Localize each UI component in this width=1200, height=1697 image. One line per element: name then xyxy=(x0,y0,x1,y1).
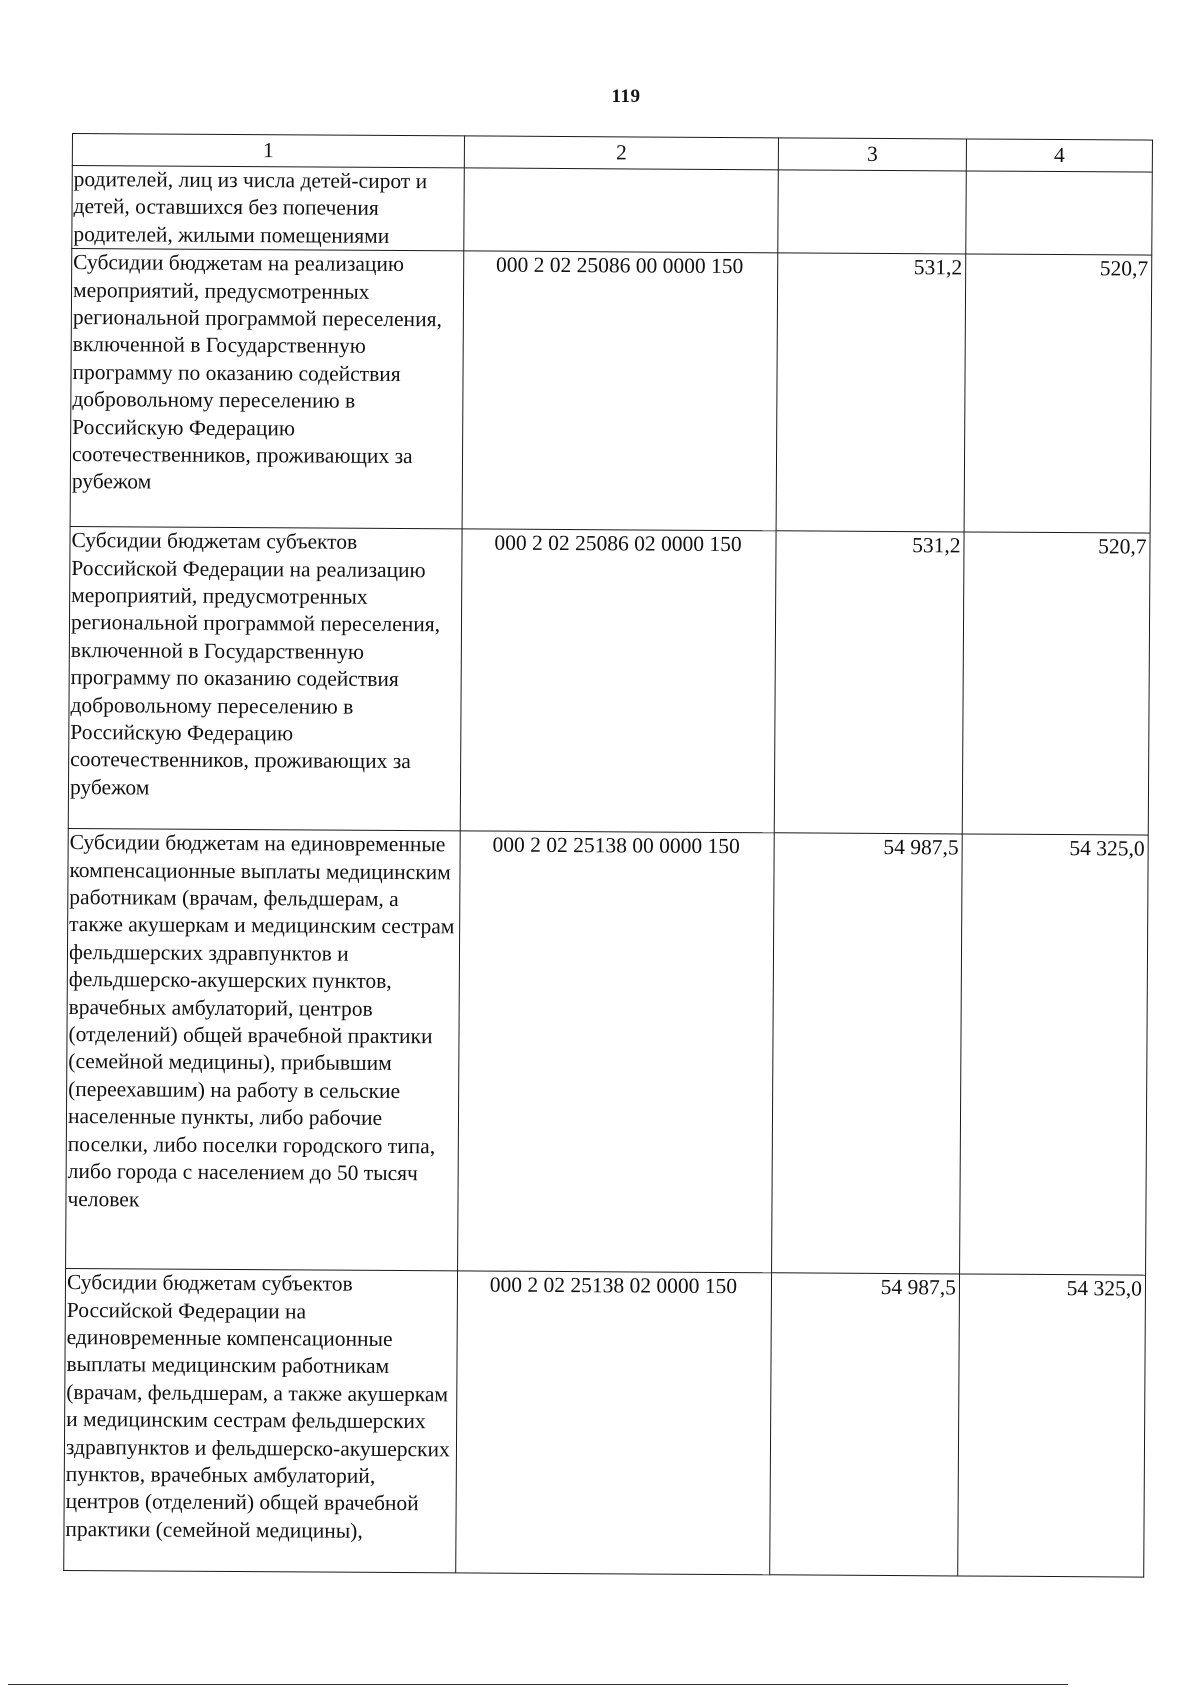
table-row xyxy=(70,249,1152,534)
row-value-4: 520,7 xyxy=(964,254,1152,533)
row-code: 000 2 02 25086 02 0000 150 xyxy=(460,529,776,833)
table-row xyxy=(64,1269,1146,1578)
row-code: 000 2 02 25138 02 0000 150 xyxy=(456,1271,772,1575)
column-header-4: 4 xyxy=(966,139,1152,172)
table-body xyxy=(64,166,1153,1578)
row-value-4: 54 325,0 xyxy=(960,834,1149,1275)
column-header-1: 1 xyxy=(72,134,464,168)
row-value-4: 520,7 xyxy=(962,532,1150,835)
table-row xyxy=(68,527,1150,836)
row-description: родителей, лиц из числа детей-сирот и детей, оставшихся без попечения родителей, жилыми помещениями xyxy=(72,166,465,252)
row-value-4 xyxy=(966,171,1153,255)
row-code: 000 2 02 25138 00 0000 150 xyxy=(458,831,775,1273)
row-value-3: 531,2 xyxy=(776,253,966,532)
row-value-3 xyxy=(778,170,967,254)
row-description: Субсидии бюджетам субъектов Российской Федерации на реализацию мероприятий, предусмотренных региональной программой переселения, включенной в Государственную программу по оказанию содействия добровольному переселению в Российскую Федерацию соотечественников, проживающих за рубежом xyxy=(68,527,462,831)
footer-rule xyxy=(8,1684,1068,1685)
row-value-3: 54 987,5 xyxy=(770,1273,960,1576)
page-number: 119 xyxy=(611,86,641,107)
row-value-4: 54 325,0 xyxy=(958,1274,1146,1577)
table-row xyxy=(72,166,1152,256)
row-description: Субсидии бюджетам на единовременные компенсационные выплаты медицинским работникам (врачам, фельдшерам, а также акушеркам и медицинским сестрам фельдшерских здравпунктов и фельдшерско-акушерских пунктов, врачебных амбулаторий, центров (отделений) общей врачебной практики (семейной медицины), прибывшим (переехавшим) на работу в сельские населенные пункты, либо рабочие поселки, либо поселки городского типа, либо города с населением до 50 тысяч человек xyxy=(66,829,461,1271)
row-code xyxy=(464,168,779,253)
row-description: Субсидии бюджетам субъектов Российской Федерации на единовременные компенсационные выплаты медицинским работникам (врачам, фельдшерам, а также акушеркам и медицинским сестрам фельдшерских здравпунктов и фельдшерско-акушерских пунктов, врачебных амбулаторий, центров (отделений) общей врачебной практики (семейной медицины), xyxy=(64,1269,458,1573)
row-code: 000 2 02 25086 00 0000 150 xyxy=(462,251,778,531)
budget-table xyxy=(63,133,1153,1578)
column-header-3: 3 xyxy=(778,138,966,171)
row-value-3: 54 987,5 xyxy=(772,833,963,1274)
table-row xyxy=(66,829,1149,1276)
column-header-2: 2 xyxy=(464,136,778,170)
row-description: Субсидии бюджетам на реализацию мероприятий, предусмотренных региональной программой переселения, включенной в Государственную программу по оказанию содействия добровольному переселению в Российскую Федерацию соотечественников, проживающих за рубежом xyxy=(70,249,464,529)
row-value-3: 531,2 xyxy=(774,531,964,834)
